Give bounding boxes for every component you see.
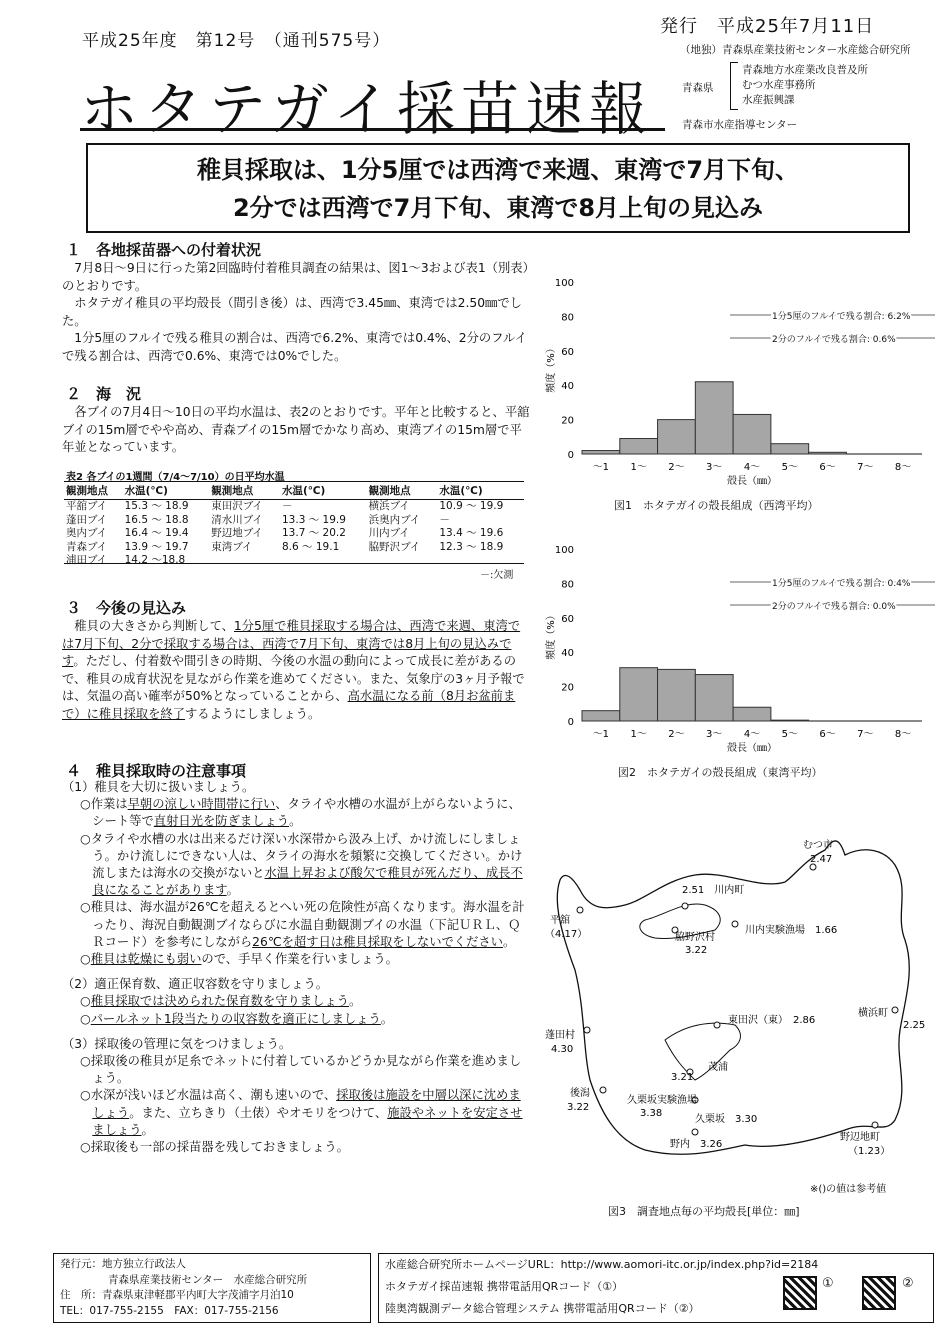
x-tick-label: 7～ (857, 462, 874, 473)
section-3-title: ３ 今後の見込み (66, 599, 187, 617)
map-label: 脇野沢村 (675, 932, 715, 943)
table-row (64, 541, 524, 555)
station-marker (714, 1022, 720, 1028)
y-tick-label: 60 (561, 346, 574, 358)
bar (620, 439, 658, 454)
section-2-body (62, 404, 532, 457)
figure-2-caption: 図2 ホタテガイの殻長組成（東湾平均） (618, 766, 823, 779)
emphasis: 採取後は施設を中層以深に沈めましょう (92, 1088, 521, 1120)
col-header: 観測地点 (209, 482, 280, 500)
table-cell: 蓬田ブイ (66, 513, 108, 526)
paragraph: 1分5厘のフルイで残る稚貝の割合は、西湾で6.2%、東湾では0.4%、2分のフルイで残る割合は、西湾で0.6%、東湾では0%でした。 (62, 331, 527, 363)
table-cell: 13.9 ～ 19.7 (124, 540, 189, 553)
x-tick-label: 4～ (743, 729, 761, 740)
y-tick-label: 40 (561, 381, 574, 393)
table-cell: 東湾ブイ (211, 540, 253, 553)
emphasis: 水温上昇および酸欠で稚貝が死んだり、成長不良になることがあります (92, 866, 523, 898)
prefecture-label: 青森県 (682, 82, 714, 94)
map-label: 3.21 (671, 1072, 694, 1083)
x-tick-label: 7～ (857, 729, 874, 740)
headline-line: 稚貝採取は、1分5厘では西湾で来週、東湾で7月下旬、 (196, 156, 800, 184)
bullet: ○採取後も一部の採苗器を残しておきましょう。 (80, 1140, 349, 1155)
text: ○タライや水槽の水は出来るだけ深い水深帯から汲み上げ、かけ流しにしましょう。かけ流しにできない人は、タライの海水を頻繁に交換してください。かけ流しまたは海水の交換がないと (80, 831, 523, 881)
table-row (64, 527, 524, 541)
station-marker (872, 1122, 878, 1128)
map-label: （4.17） (545, 929, 588, 940)
map-label: 後潟 (570, 1088, 590, 1099)
org-item: むつ水産事務所 (742, 79, 816, 91)
table-cell: 16.5 ～ 18.8 (124, 513, 189, 526)
station-marker (584, 1027, 590, 1033)
station-marker (732, 921, 738, 927)
table-cell: 10.9 ～ 19.9 (439, 500, 504, 512)
table-cell: 横浜ブイ (368, 500, 410, 512)
text: 。 (502, 934, 516, 949)
text: 、タライや水槽の水温が上がらないように、シート等で (92, 797, 521, 829)
emphasis: 施設やネットを安定させましょう (92, 1105, 523, 1137)
x-tick-label: 4～ (743, 462, 761, 473)
col-header: 水温(℃) (123, 482, 210, 500)
map-label: 東田沢（東） 2.86 (728, 1015, 816, 1026)
qr-label-2: 陸奥湾観測データ総合管理システム 携帯電話用QRコード（②） (385, 1302, 700, 1315)
subheading: （3）採取後の管理に気をつけましょう。 (62, 1036, 292, 1051)
text: 。ただし、付着数や間引きの時期、今後の水温の動向によって成長に差があるので、稚貝の成育状況を見ながら作業を進めてください。また、気象庁の3ヶ月予報では、気温の高い確率が50%となっていることから、 (62, 654, 525, 703)
table-row (64, 554, 524, 568)
map-label: 川内実験漁場 1.66 (745, 925, 838, 936)
x-tick-label: 2～ (668, 729, 685, 740)
footer-line: 住 所：青森県東津軽郡平内町大字茂浦字月泊10 (60, 1289, 294, 1301)
bar (695, 382, 733, 454)
table-cell: － (439, 513, 450, 526)
paragraph: 各ブイの7月4日～10日の平均水温は、表2のとおりです。平年と比較すると、平舘ブイの15m層でやや高め、青森ブイの15m層でかなり高め、東湾ブイの15m層で平年並となっています。 (62, 405, 530, 454)
map-label: 野内 3.26 (670, 1139, 723, 1150)
x-axis-label: 殻長（㎜） (727, 476, 777, 487)
table-cell: 13.7 ～ 20.2 (282, 527, 346, 539)
table-header-row (64, 482, 524, 500)
text: ○作業は (80, 797, 128, 812)
table-footnote: －:欠測 (480, 570, 514, 581)
x-tick-label: 1～ (630, 462, 647, 473)
map-label: 3.22 (567, 1102, 590, 1113)
table-cell: 奥内ブイ (66, 527, 108, 539)
emphasis: 稚貝は乾燥にも弱い (90, 952, 202, 967)
table-cell: 脇野沢ブイ (368, 540, 421, 553)
bar (733, 707, 771, 721)
sieve-note-2: 2分のフルイで残る割合: 0.6% (772, 335, 896, 345)
sieve-note-1: 1分5厘のフルイで残る割合: 6.2% (772, 312, 911, 322)
emphasis: パールネット1段当たりの収容数を適正にしましょう (90, 1011, 381, 1026)
bar (771, 720, 809, 721)
map-label: 平舘 (550, 915, 570, 926)
headline-box (86, 143, 910, 233)
qr-marker-1: ① (822, 1276, 834, 1291)
text: 稚貝の大きさから判断して、 (74, 619, 234, 633)
table-cell: 青森ブイ (66, 540, 108, 553)
headline-line: 2分では西湾で7月下旬、東湾で8月上旬の見込み (232, 194, 764, 222)
map-label: 3.22 (685, 945, 708, 956)
figure-3-caption: 図3 調査地点毎の平均殻長[単位：㎜] (608, 1205, 800, 1218)
table-cell (209, 554, 280, 568)
table-cell: － (282, 500, 293, 512)
bar (771, 444, 809, 454)
text: ので、手早く作業を行いましょう。 (201, 952, 398, 967)
text: するようにしましょう。 (184, 706, 321, 721)
bullet: ○稚貝は乾燥にも弱いので、手早く作業を行いましょう。 (80, 952, 398, 967)
table-cell: 野辺地ブイ (211, 527, 263, 539)
x-axis-label: 殻長（㎜） (727, 743, 777, 754)
x-tick-label: 8～ (894, 729, 912, 740)
x-tick-label: 6～ (819, 729, 836, 740)
table-row (64, 500, 524, 514)
figure-1-chart (540, 270, 940, 495)
footer-links (378, 1253, 934, 1323)
emphasis: 早朝の涼しい時間帯に行い (127, 797, 276, 812)
x-tick-label: 1～ (630, 729, 647, 740)
org-brace (730, 62, 738, 110)
table-cell: 平舘ブイ (66, 500, 108, 512)
table-cell: 清水川ブイ (211, 513, 263, 526)
y-tick-label: 20 (561, 415, 574, 427)
paragraph: 7月8日～9日に行った第2回臨時付着稚貝調査の結果は、図1～3および表1（別表）のとおりです。 (62, 261, 529, 293)
x-tick-label: 3～ (706, 729, 723, 740)
map-label: 横浜町 (858, 1008, 888, 1019)
map-label: 2.47 (810, 854, 833, 865)
emphasis: 直射日光を防ぎましょう (153, 814, 290, 829)
text: 。 (141, 1122, 154, 1137)
map-label: 2.51 川内町 (682, 885, 745, 896)
x-tick-label: 3～ (706, 462, 723, 473)
bullet: ○採取後の稚貝が足糸でネットに付着しているかどうか見ながら作業を進めましょう。 (80, 1054, 522, 1086)
table-cell: 12.3 ～ 18.9 (439, 540, 504, 553)
y-tick-label: 0 (567, 450, 574, 461)
col-header: 観測地点 (64, 482, 123, 500)
station-marker (682, 903, 688, 909)
table-cell: 13.3 ～ 19.9 (282, 513, 346, 526)
table-cell: 14.2 ～18.8 (124, 554, 186, 566)
bullet: ○稚貝採取では決められた保育数を守りましょう。 (80, 994, 362, 1009)
x-tick-label: ～1 (592, 462, 610, 473)
bullet (74, 899, 532, 951)
station-marker (600, 1087, 606, 1093)
emphasis: 高水温になる前（8月お盆前まで）に稚貝採取を終了 (62, 689, 516, 721)
y-axis-label: 頻度（%） (546, 343, 557, 393)
station-marker (577, 907, 583, 913)
y-axis-label: 頻度（%） (546, 610, 557, 660)
qr-code-1[interactable] (783, 1276, 817, 1310)
emphasis: 稚貝採取では決められた保育数を守りましょう (90, 994, 349, 1009)
issue-date: 発行 平成25年7月11日 (660, 16, 875, 37)
prefecture-orgs (742, 63, 868, 108)
bar (658, 420, 696, 454)
y-tick-label: 100 (554, 278, 574, 289)
bullet (74, 1087, 532, 1139)
y-tick-label: 0 (567, 717, 574, 728)
figure-1-caption: 図1 ホタテガイの殻長組成（西湾平均） (614, 499, 819, 512)
bar (733, 414, 771, 454)
bullet: ○パールネット1段当たりの収容数を適正にしましょう。 (80, 1011, 394, 1026)
y-tick-label: 100 (554, 545, 574, 556)
text: 。 (226, 883, 239, 898)
map-label: 4.30 (551, 1044, 574, 1055)
emphasis: 26℃を超す日は稚貝採取をしないでください (252, 934, 503, 949)
col-header: 水温(℃) (280, 482, 367, 500)
map-label: （1.23） (848, 1146, 891, 1157)
bar (582, 711, 620, 721)
water-temp-table (64, 481, 524, 568)
bar (695, 675, 733, 721)
table-cell: 13.4 ～ 19.6 (439, 527, 504, 539)
subheading: （1）稚貝を大切に扱いましょう。 (62, 780, 255, 794)
text: ○稚貝は、海水温が26℃を超えるとへい死の危険性が高くなります。海水温を計ったり、海況自動観測ブイならびに水温自動観測ブイの水温（下記ＵＲＬ、ＱＲコード）を参考にしながら (80, 900, 525, 949)
table-cell: 15.3 ～ 18.9 (124, 500, 189, 512)
map-label: 2.25 (903, 1020, 926, 1031)
x-tick-label: 5～ (781, 462, 798, 473)
text: ○水深が浅いほど水温は高く、潮も速いので、 (80, 1088, 337, 1103)
table-bottom-rule (64, 563, 524, 564)
table-cell (280, 554, 367, 568)
paragraph: ホタテガイ稚貝の平均殻長（間引き後）は、西湾で3.45㎜、東湾では2.50㎜でした。 (62, 296, 522, 328)
y-tick-label: 80 (561, 312, 574, 324)
col-header: 観測地点 (367, 482, 438, 500)
section-1-body (62, 260, 532, 365)
text: 。 (289, 814, 302, 829)
bullet (74, 796, 532, 830)
map-label: 久栗坂 3.30 (695, 1114, 758, 1125)
table-cell: 川内ブイ (368, 527, 410, 539)
title-rule (80, 128, 665, 131)
footer-line: 発行元：地方独立行政法人 (60, 1258, 186, 1270)
table-cell (367, 554, 438, 568)
x-tick-label: ～1 (592, 729, 610, 740)
map-label: 茂浦 (708, 1062, 728, 1073)
figure-2-chart (540, 537, 940, 762)
station-marker (692, 1129, 698, 1135)
text: 。また、立ちきり（土俵）やオモリをつけて、 (129, 1105, 388, 1120)
bar (658, 669, 696, 721)
table-cell: 16.4 ～ 19.4 (124, 527, 189, 539)
bullet (74, 831, 532, 900)
issue-number: 平成25年度 第12号 （通刊575号） (82, 31, 391, 51)
org-item: 青森地方水産業改良普及所 (742, 64, 868, 76)
x-tick-label: 8～ (894, 462, 912, 473)
section-1-title: １ 各地採苗器への付着状況 (66, 241, 262, 259)
homepage-url[interactable]: 水産総合研究所ホームページURL：http://www.aomori-itc.or.jp/index.php?id=2184 (385, 1258, 819, 1271)
table-cell: 8.6 ～ 19.1 (282, 540, 340, 553)
sieve-note-1: 1分5厘のフルイで残る割合: 0.4% (772, 579, 911, 589)
paragraph (62, 618, 532, 723)
section-2-title: ２ 海 況 (66, 385, 142, 403)
section-4-title: ４ 稚貝採取時の注意事項 (66, 762, 247, 780)
bar (809, 452, 847, 454)
bay-map (545, 820, 935, 1175)
emphasis: 1分5厘で稚貝採取する場合は、西湾で来週、東湾では7月下旬、2分で採取する場合は、西湾で7月下旬、東湾では8月上旬の見込みです (62, 619, 521, 668)
table-cell: 浦田ブイ (66, 554, 108, 566)
section-4-body (62, 779, 532, 1156)
city-org: 青森市水産指導センター (682, 119, 798, 131)
map-footnote: ※()の値は参考値 (810, 1184, 887, 1195)
qr-label-1: ホタテガイ採苗速報 携帯電話用QRコード（①） (385, 1280, 624, 1293)
map-label: むつ市 (803, 840, 833, 851)
y-tick-label: 60 (561, 613, 574, 625)
page-title: ホタテガイ採苗速報 (80, 75, 654, 143)
map-label: 野辺地町 (840, 1132, 880, 1143)
bar (582, 451, 620, 454)
sieve-note-2: 2分のフルイで残る割合: 0.0% (772, 602, 896, 612)
footer-line: 青森県産業技術センター 水産総合研究所 (108, 1273, 308, 1286)
footer-publisher (53, 1253, 371, 1323)
x-tick-label: 2～ (668, 462, 685, 473)
publisher-org: （地独）青森県産業技術センター水産総合研究所 (680, 44, 911, 56)
col-header: 水温(℃) (437, 482, 524, 500)
bar (620, 668, 658, 721)
map-label: 3.38 (640, 1108, 663, 1119)
org-item: 水産振興課 (742, 94, 795, 106)
y-tick-label: 80 (561, 579, 574, 591)
subheading: （2）適正保育数、適正収容数を守りましょう。 (62, 977, 329, 992)
qr-marker-2: ② (902, 1276, 914, 1291)
x-tick-label: 6～ (819, 462, 836, 473)
section-3-body (62, 618, 532, 723)
y-tick-label: 40 (561, 648, 574, 660)
y-tick-label: 20 (561, 682, 574, 694)
table-cell: 東田沢ブイ (211, 500, 263, 512)
station-marker (892, 1007, 898, 1013)
x-tick-label: 5～ (781, 729, 798, 740)
map-label: 蓬田村 (545, 1030, 575, 1041)
table-cell: 浜奥内ブイ (368, 513, 421, 526)
table-caption: 表2 各ブイの1週間（7/4～7/10）の日平均水温 (66, 472, 285, 483)
map-label: 久栗坂実験漁場 (627, 1095, 697, 1106)
footer-line: TEL：017-755-2155 FAX：017-755-2156 (60, 1304, 279, 1317)
qr-code-2[interactable] (862, 1276, 896, 1310)
table-row (64, 514, 524, 528)
